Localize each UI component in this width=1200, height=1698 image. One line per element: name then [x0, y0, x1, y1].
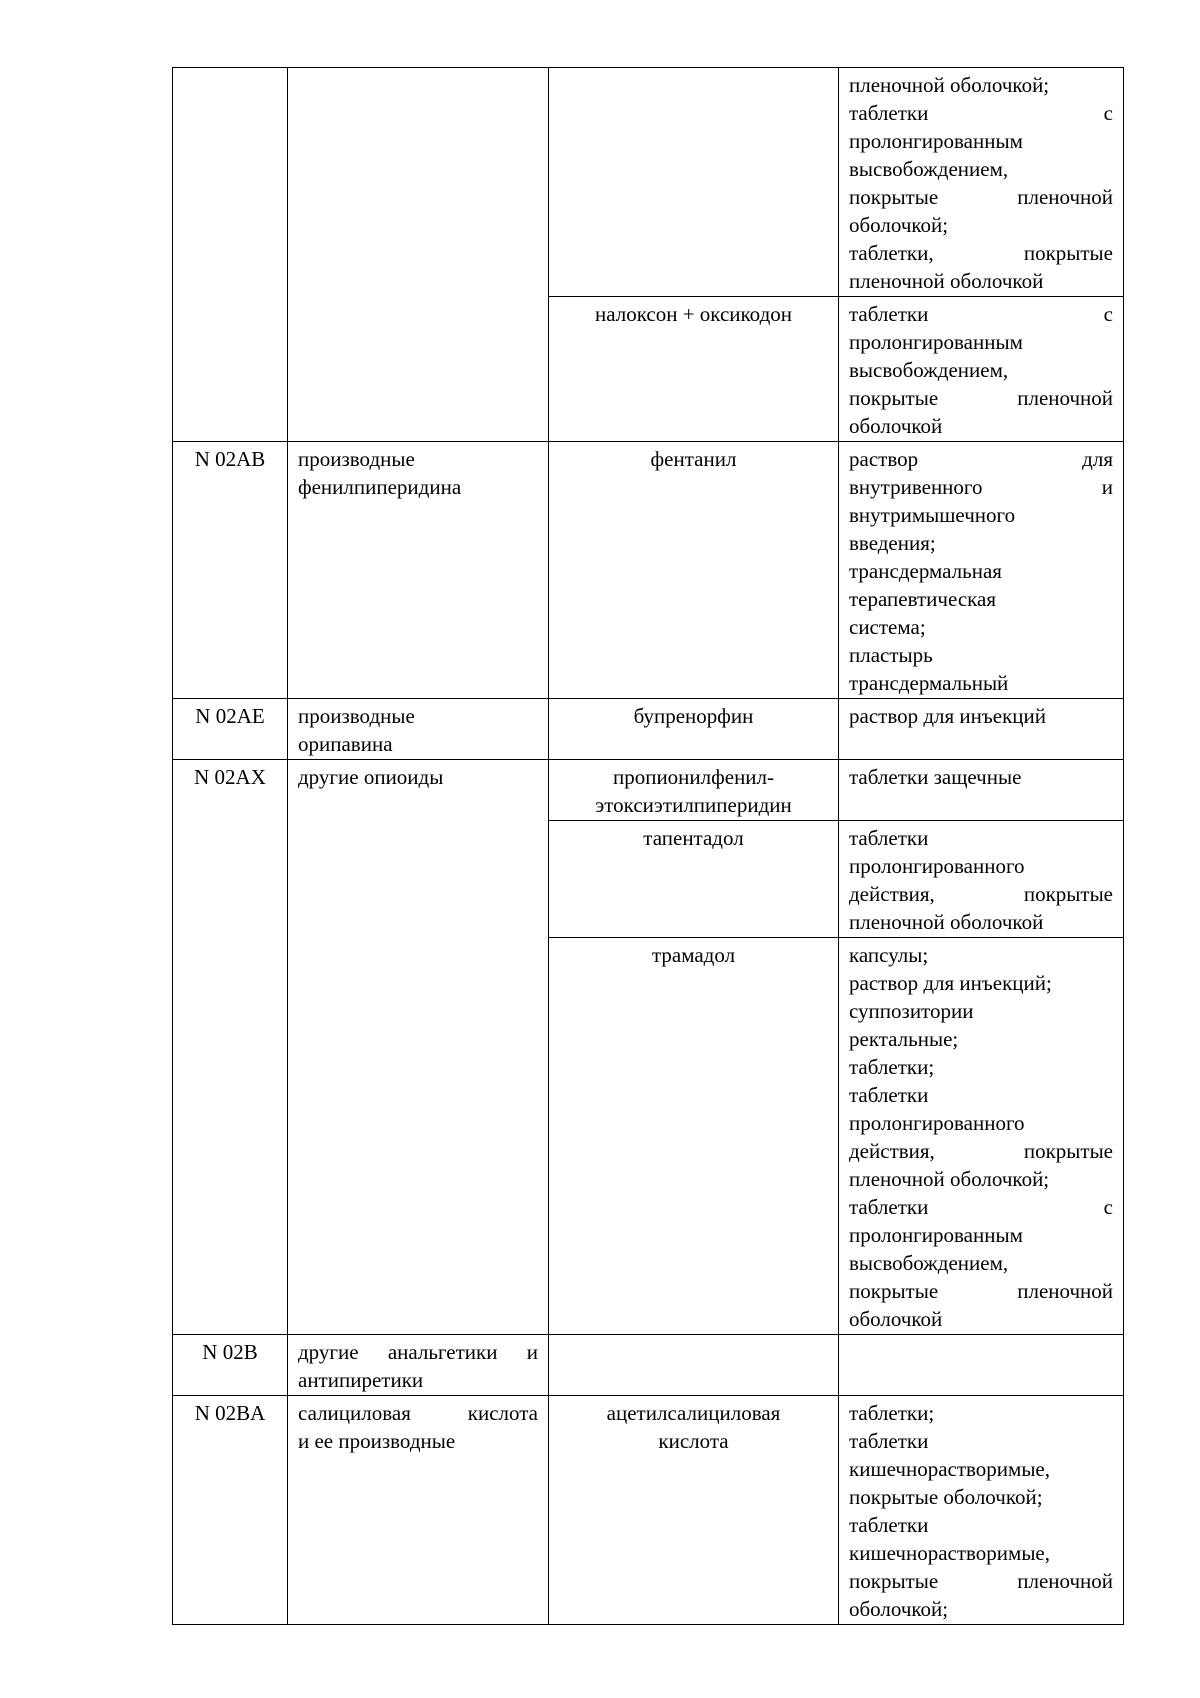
drug-name-cell: тапентадол [549, 821, 839, 938]
dosage-form-cell [839, 442, 1124, 699]
cell-line: раствор для инъекций; [849, 971, 1052, 995]
cell-line: пленочной оболочкой; [849, 73, 1050, 97]
atc-code-cell: N 02AX [173, 760, 288, 1335]
cell-line: оболочкой; [849, 213, 949, 237]
table-row [173, 68, 1124, 297]
drug-name-cell [549, 1396, 839, 1625]
dosage-form-cell [839, 699, 1124, 760]
cell-line: пропионилфенил- [612, 765, 775, 789]
group-cell [288, 699, 549, 760]
drug-name-cell: трамадол [549, 938, 839, 1335]
group-cell [288, 760, 549, 1335]
cell-line: таблетки; [849, 1055, 935, 1079]
cell-line: терапевтическая [849, 587, 996, 611]
cell-line: действия, покрытые [849, 1139, 1113, 1163]
cell-line: таблетки с [849, 302, 1113, 326]
cell-line: трансдермальная [849, 559, 1002, 583]
cell-line: таблетки; [849, 1401, 935, 1425]
cell-line: таблетки [849, 1083, 929, 1107]
dosage-form-cell [839, 1335, 1124, 1396]
cell-line: производные [298, 704, 415, 728]
drug-table [172, 67, 1124, 1625]
group-cell [288, 68, 549, 442]
atc-code-cell: N 02AE [173, 699, 288, 760]
cell-line: покрытые пленочной [849, 386, 1113, 410]
cell-line: оболочкой [849, 414, 943, 438]
cell-line: этоксиэтилпиперидин [595, 793, 792, 817]
cell-line: внутривенного и [849, 475, 1113, 499]
table-row [173, 442, 1124, 699]
cell-line: кишечнорастворимые, [849, 1541, 1051, 1565]
cell-line: система; [849, 615, 926, 639]
cell-line: пленочной оболочкой; [849, 1167, 1050, 1191]
dosage-form-cell [839, 68, 1124, 297]
cell-line: кислота [658, 1429, 729, 1453]
group-cell [288, 442, 549, 699]
dosage-form-cell [839, 760, 1124, 821]
cell-line: оболочкой [849, 1307, 943, 1331]
cell-line: раствор для [849, 447, 1113, 471]
dosage-form-cell [839, 1396, 1124, 1625]
cell-line: пленочной оболочкой [849, 269, 1044, 293]
cell-line: таблетки [849, 1513, 929, 1537]
cell-line: таблетки, покрытые [849, 241, 1113, 265]
cell-line: орипавина [298, 732, 393, 756]
cell-line: пролонгированного [849, 1111, 1025, 1135]
cell-line: капсулы; [849, 943, 929, 967]
drug-name-cell: налоксон + оксикодон [549, 297, 839, 442]
cell-line: трансдермальный [849, 671, 1009, 695]
dosage-form-cell [839, 821, 1124, 938]
cell-line: раствор для инъекций [849, 704, 1046, 728]
cell-line: покрытые пленочной [849, 1279, 1113, 1303]
drug-name-cell: фентанил [549, 442, 839, 699]
atc-code-cell: N 02AB [173, 442, 288, 699]
dosage-form-cell [839, 938, 1124, 1335]
cell-line: высвобождением, [849, 157, 1009, 181]
cell-line: производные [298, 447, 415, 471]
cell-line: таблетки [849, 1429, 929, 1453]
drug-name-cell [549, 1335, 839, 1396]
cell-line: таблетки защечные [849, 765, 1022, 789]
table-row [173, 1335, 1124, 1396]
cell-line: пролонгированным [849, 129, 1023, 153]
drug-name-cell [549, 68, 839, 297]
cell-line: пролонгированным [849, 1223, 1023, 1247]
atc-code-cell [173, 68, 288, 442]
cell-line: пролонгированным [849, 330, 1023, 354]
atc-code-cell: N 02B [173, 1335, 288, 1396]
group-cell [288, 1396, 549, 1625]
cell-line: таблетки с [849, 101, 1113, 125]
cell-line: действия, покрытые [849, 882, 1113, 906]
cell-line: и ее производные [298, 1429, 456, 1453]
cell-line: фенилпиперидина [298, 475, 462, 499]
cell-line: высвобождением, [849, 1251, 1009, 1275]
cell-line: высвобождением, [849, 358, 1009, 382]
cell-line: введения; [849, 531, 936, 555]
cell-line: таблетки с [849, 1195, 1113, 1219]
cell-line: другие анальгетики и [298, 1340, 538, 1364]
cell-line: покрытые пленочной [849, 1569, 1113, 1593]
cell-line: ректальные; [849, 1027, 959, 1051]
group-cell [288, 1335, 549, 1396]
cell-line: оболочкой; [849, 1597, 949, 1621]
cell-line: антипиретики [298, 1368, 424, 1392]
table-row [173, 760, 1124, 821]
cell-line: ацетилсалициловая [606, 1401, 781, 1425]
drug-name-cell: бупренорфин [549, 699, 839, 760]
cell-line: суппозитории [849, 999, 974, 1023]
dosage-form-cell [839, 297, 1124, 442]
cell-line: кишечнорастворимые, [849, 1457, 1051, 1481]
cell-line: салициловая кислота [298, 1401, 538, 1425]
cell-line: покрытые пленочной [849, 185, 1113, 209]
drug-name-cell [549, 760, 839, 821]
cell-line: таблетки [849, 826, 929, 850]
table-row [173, 1396, 1124, 1625]
table-row [173, 699, 1124, 760]
cell-line: внутримышечного [849, 503, 1016, 527]
atc-code-cell: N 02BA [173, 1396, 288, 1625]
cell-line: другие опиоиды [298, 765, 444, 789]
cell-line: пленочной оболочкой [849, 910, 1044, 934]
cell-line: пластырь [849, 643, 933, 667]
cell-line: пролонгированного [849, 854, 1025, 878]
cell-line: покрытые оболочкой; [849, 1485, 1043, 1509]
